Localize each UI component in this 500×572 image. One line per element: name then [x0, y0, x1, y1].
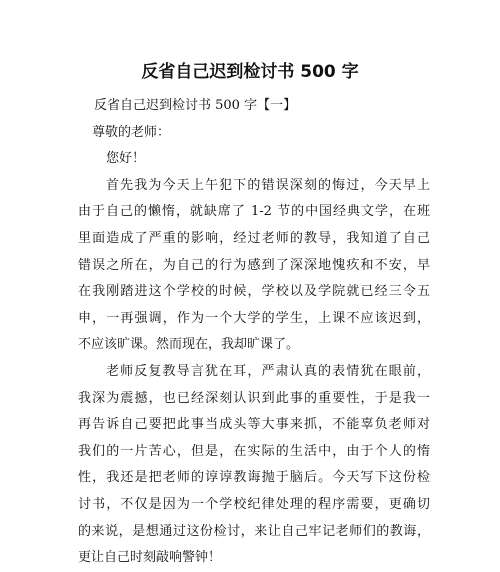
paragraph2-line: 更让自己时刻敲响警钟！ [78, 550, 222, 566]
paragraph2-line: 再告诉自己要把此事当成头等大事来抓，不能辜负老师对 [78, 417, 430, 433]
paragraph1-line: 在我刚踏进这个学校的时候，学校以及学院就已经三令五 [78, 284, 430, 300]
document-subtitle: 反省自己迟到检讨书 500 字【一】 [94, 98, 297, 113]
paragraph1-line: 申，一再强调，作为一个大学的学生，上课不应该迟到， [78, 310, 430, 326]
paragraph1-line: 首先我为今天上午犯下的错误深刻的悔过，今天早上 [106, 177, 430, 193]
paragraph1-line: 由于自己的懒惰，就缺席了 1-2 节的中国经典文学，在班 [78, 204, 430, 220]
greeting: 您好！ [106, 151, 146, 167]
paragraph2-line: 老师反复教导言犹在耳，严肃认真的表情犹在眼前， [106, 363, 430, 379]
paragraph2-line: 的来说，是想通过这份检讨，来让自己牢记老师们的教诲， [78, 523, 430, 539]
salutation: 尊敬的老师： [92, 124, 171, 140]
paragraph1-line: 里面造成了严重的影响，经过老师的教导，我知道了自己 [78, 230, 430, 246]
document-body [78, 93, 430, 572]
paragraph2-line: 我们的一片苦心，但是，在实际的生活中，由于个人的惰 [78, 443, 430, 459]
paragraph2-line: 我深为震撼，也已经深刻认识到此事的重要性，于是我一 [78, 390, 430, 406]
paragraph2-line: 讨书，不仅是因为一个学校纪律处理的程序需要，更确切 [78, 496, 430, 512]
paragraph2-line: 性，我还是把老师的谆谆教诲抛于脑后。今天写下这份检 [78, 470, 430, 486]
paragraph1-line: 错误之所在，为自己的行为感到了深深地愧疚和不安，早 [78, 257, 430, 273]
paragraph1-line: 不应该旷课。然而现在，我却旷课了。 [78, 337, 300, 353]
document-title: 反省自己迟到检讨书 500 字 [141, 62, 359, 82]
